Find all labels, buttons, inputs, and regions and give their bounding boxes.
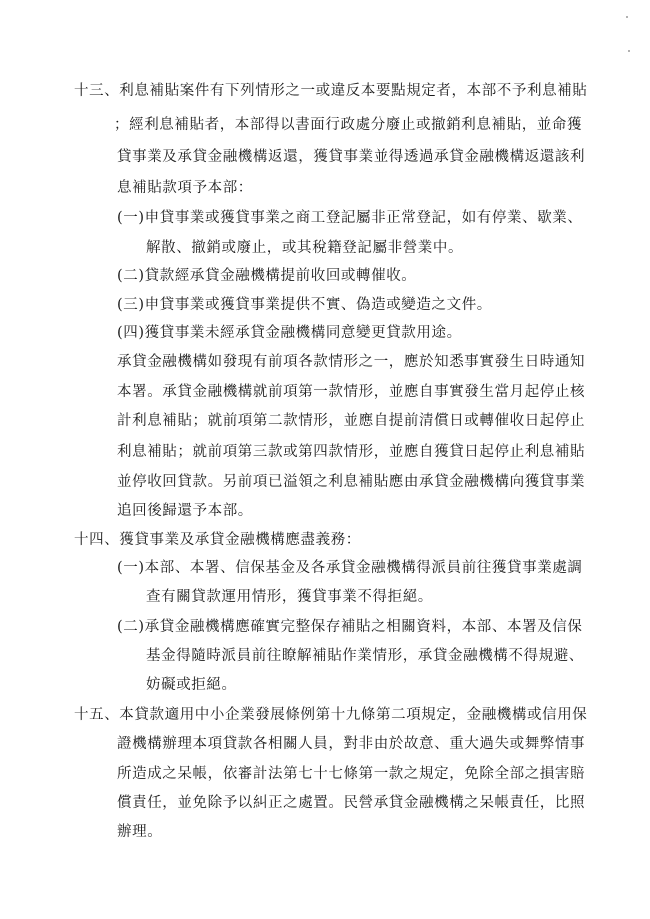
text-line: (四)獲貸事業未經承貸金融機構同意變更貸款用途。 [117, 325, 462, 341]
text-line: 追回後歸還予本部。 [117, 503, 253, 519]
text-line: 償責任，並免除予以糾正之處置。民營承貸金融機構之呆帳責任，比照 [117, 795, 586, 811]
scan-mark [628, 50, 630, 52]
text-line: ；經利息補貼者，本部得以書面行政處分廢止或撤銷利息補貼，並命獲 [114, 117, 583, 133]
text-line: 基金得隨時派員前往瞭解補貼作業情形，承貸金融機構不得規避、 [146, 648, 584, 664]
text-line: 本署。承貸金融機構就前項第一款情形，並應自事實發生當月起停止核 [117, 384, 586, 400]
text-line: (二)承貸金融機構應確實完整保存補貼之相關資料，本部、本署及信保 [117, 619, 583, 635]
text-line: 所造成之呆帳，依審計法第七十七條第一款之規定，免除全部之損害賠 [117, 766, 586, 782]
text-line: 十四、獲貸事業及承貸金融機構應盡義務： [74, 532, 361, 548]
text-line: 辦理。 [117, 824, 163, 840]
text-line: 十三、利息補貼案件有下列情形之一或違反本要點規定者，本部不予利息補貼 [74, 83, 588, 99]
text-line: 利息補貼；就前項第三款或第四款情形，並應自獲貸日起停止利息補貼 [117, 444, 586, 460]
text-line: 證機構辦理本項貸款各相關人員，對非由於故意、重大過失或舞弊情事 [117, 736, 586, 752]
text-line: 計利息補貼；就前項第二款情形，並應自提前清償日或轉催收日起停止 [117, 413, 586, 429]
text-line: (三)申貸事業或獲貸事業提供不實、偽造或變造之文件。 [117, 297, 492, 313]
text-line: 息補貼款項予本部： [117, 180, 253, 196]
text-line: 解散、撤銷或廢止，或其稅籍登記屬非營業中。 [146, 240, 464, 256]
text-line: (二)貸款經承貸金融機構提前收回或轉催收。 [117, 268, 417, 284]
text-line: (一)本部、本署、信保基金及各承貸金融機構得派員前往獲貸事業處調 [117, 560, 583, 576]
text-line: 十五、本貸款適用中小企業發展條例第十九條第二項規定，金融機構或信用保 [74, 707, 588, 723]
text-line: 承貸金融機構如發現有前項各款情形之一，應於知悉事實發生日時通知 [117, 354, 586, 370]
text-line: 並停收回貸款。另前項已溢領之利息補貼應由承貸金融機構向獲貸事業 [117, 474, 586, 490]
text-line: (一)申貸事業或獲貸事業之商工登記屬非正常登記，如有停業、歇業、 [117, 210, 583, 226]
scan-mark [626, 16, 628, 18]
text-line: 妨礙或拒絕。 [146, 677, 237, 693]
text-line: 貸事業及承貸金融機構返還，獲貸事業並得透過承貸金融機構返還該利 [117, 149, 586, 165]
text-line: 查有關貸款運用情形，獲貸事業不得拒絕。 [146, 589, 433, 605]
